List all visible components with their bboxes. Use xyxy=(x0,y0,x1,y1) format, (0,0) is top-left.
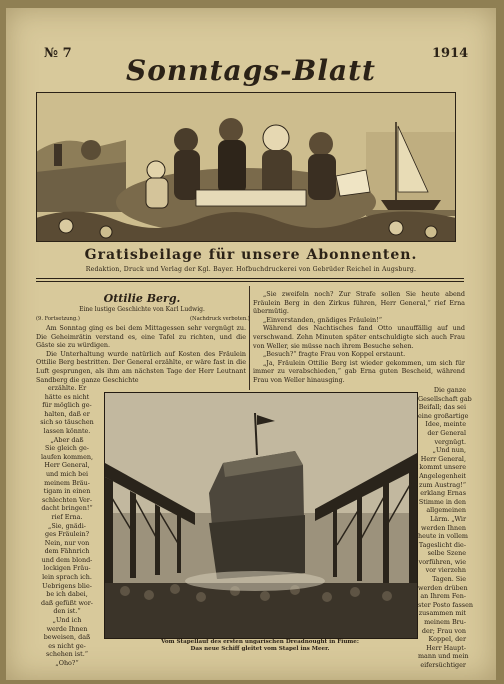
text-line: Gesellschaft gab xyxy=(418,394,472,403)
column-divider xyxy=(249,286,250,390)
text-line: erklang Ernas xyxy=(420,489,466,498)
text-line: Herr General, xyxy=(420,454,466,463)
text-line: Beifall; das sei xyxy=(418,403,466,412)
issue-year: 1914 xyxy=(432,46,469,61)
text-line: kommt unsere xyxy=(419,463,466,472)
text-line: dacht bringen!“ xyxy=(41,504,93,513)
text-line: schehen ist.“ xyxy=(46,650,88,659)
paragraph: Am Sonntag ging es bei dem Mittagessen sehr vergnügt zu. Die Geheimrätin verstand es, eine Tafel zu richten, und die Gäste sie zu würdigen. xyxy=(36,324,246,350)
paragraph: „Ja, Fräulein Ottilie Berg ist wieder gekommen, um sich für immer zu verabschieden,“ gab Erna guten Bescheid, während Frau von Weller hinausging. xyxy=(253,358,465,384)
text-line: zusammen mit xyxy=(418,609,466,618)
text-line: Koppel, der xyxy=(428,635,466,644)
text-line: werde Ihnen xyxy=(46,624,88,633)
imprint-line: Redaktion, Druck und Verlag der Kgl. Bayer. Hofbuchdruckerei von Gebrüder Reichel in Augsburg. xyxy=(85,266,417,273)
text-line: rief Erna. xyxy=(51,512,83,521)
text-line: zum Austrag!“ xyxy=(419,480,466,489)
text-line: be ich dabei, xyxy=(46,590,88,599)
paragraph: Während des Nachtisches fand Otto unauffällig auf und verschwand. Zehn Minuten später entschuldigte sich auch Frau von Weller, sie müsse nach ihrem Besuche sehen. xyxy=(253,324,465,350)
text-line: „Und nun, xyxy=(432,446,466,455)
text-line: allgemeinen xyxy=(426,506,466,515)
issue-number: № 7 xyxy=(44,46,72,61)
masthead-title: Sonntags-Blatt xyxy=(126,54,376,87)
text-line: mann und mein xyxy=(418,652,469,661)
text-line: hätte es nicht xyxy=(44,392,90,401)
text-line: Sie gleich ge- xyxy=(45,444,89,453)
text-line: an Ihrem Fen- xyxy=(420,592,466,601)
text-line: der General xyxy=(427,428,466,437)
text-line: eine großartige xyxy=(418,411,469,420)
text-line: „Oho?“ xyxy=(55,659,79,667)
masthead-illustration xyxy=(36,92,456,242)
ship-launch-photo xyxy=(104,392,418,639)
text-line: daß gefüßt wor- xyxy=(41,598,93,607)
text-line: vor vierzehn xyxy=(425,566,466,575)
text-line: „Und ich xyxy=(52,616,82,625)
photo-caption xyxy=(104,639,416,653)
text-line: werden drüben xyxy=(418,583,468,592)
text-line: erzählte. Er xyxy=(47,384,87,392)
continuation-note: (9. Fortsetzung.) xyxy=(36,316,80,322)
right-column-text xyxy=(253,290,465,385)
paragraph: „Sie zweifeln noch? Zur Strafe sollen Sie heute abend Fräulein Berg in den Zirkus führen, Herr General,“ rief Erna übermütig. xyxy=(253,290,465,316)
text-line: meinem Bru- xyxy=(424,618,466,627)
text-line: sich so täuschen xyxy=(40,418,94,427)
text-line: lein sprach ich. xyxy=(42,573,92,582)
text-line: schlechten Ver- xyxy=(41,495,93,504)
article-subtitle: Eine lustige Geschichte von Karl Ludwig. xyxy=(79,306,205,313)
text-line: den ist.“ xyxy=(53,607,81,616)
paragraph: Die Unterhaltung wurde natürlich auf Kosten des Fräulein Ottilie Berg bestritten. Der General erzählte, er wäre fast in die Luft gesprungen, als ihm am nächsten Tage der Herr Leutnant Sandberg die ganze Geschichte xyxy=(36,349,246,384)
text-line: selbe Szene xyxy=(427,549,466,558)
text-line: „Sie, gnädi- xyxy=(48,521,86,530)
text-line: Tagen. Sie xyxy=(432,575,466,584)
text-line: Herr General, xyxy=(44,461,90,470)
text-line: beweisen, daß xyxy=(43,633,91,642)
left-narrow-column xyxy=(34,384,100,668)
text-line: Idee, meinte xyxy=(425,420,466,429)
text-line: eifersüchtiger xyxy=(420,661,466,669)
text-line: Stimme in den xyxy=(418,497,466,506)
caption-line: Vom Stapellauf des ersten ungarischen Dreadnought in Fiume: xyxy=(161,639,359,645)
right-narrow-column xyxy=(418,386,473,670)
text-line: für möglich ge- xyxy=(42,401,92,410)
text-line: Tageslicht die- xyxy=(418,540,466,549)
text-line: vorführen, wie xyxy=(418,557,466,566)
text-line: ges Fräulein? xyxy=(44,530,89,539)
text-line: dem Fähnrich xyxy=(44,547,90,556)
text-line: der; Frau von xyxy=(421,626,466,635)
caption-line: Das neue Schiff gleitet vom Stapel ins Meer. xyxy=(190,646,330,652)
masthead-subtitle: Gratisbeilage für unsere Abonnenten. xyxy=(84,247,418,263)
reprint-notice: (Nachdruck verboten.) xyxy=(190,316,250,322)
text-line: und mich bei xyxy=(45,469,89,478)
text-line: „Aber daß xyxy=(50,435,84,444)
newspaper-page xyxy=(6,8,496,680)
text-line: laufen kommen, xyxy=(40,452,94,461)
paragraph: „Einverstanden, gnädiges Fräulein!“ xyxy=(263,315,382,324)
text-line: und dem blond- xyxy=(41,555,93,564)
text-line: Uebrigens blie- xyxy=(42,581,92,590)
text-line: heute in vollem xyxy=(418,532,468,541)
text-line: es nicht ge- xyxy=(48,641,86,650)
text-line: halten, daß er xyxy=(44,409,90,418)
text-line: lassen könnte. xyxy=(43,426,91,435)
article-title: Ottilie Berg. xyxy=(103,292,181,305)
text-line: Herr Haupt- xyxy=(426,643,466,652)
left-column-text xyxy=(36,324,246,384)
text-line: Die ganze xyxy=(433,386,466,394)
text-line: Angelegenheit xyxy=(419,471,466,480)
header-rule xyxy=(36,278,464,279)
text-line: ster Posto fassen xyxy=(418,600,473,609)
header-rule-double xyxy=(36,281,464,282)
text-line: meinem Bräu- xyxy=(44,478,90,487)
text-line: Lärm. „Wir xyxy=(430,514,466,523)
paragraph: „Besuch?“ fragte Frau von Koppel erstaunt. xyxy=(263,350,406,359)
text-line: lockigen Fräu- xyxy=(43,564,91,573)
text-line: tigam in einen xyxy=(43,487,91,496)
text-line: werden Ihnen xyxy=(421,523,466,532)
text-line: Nein, nur von xyxy=(44,538,90,547)
text-line: vergnügt. xyxy=(434,437,466,446)
